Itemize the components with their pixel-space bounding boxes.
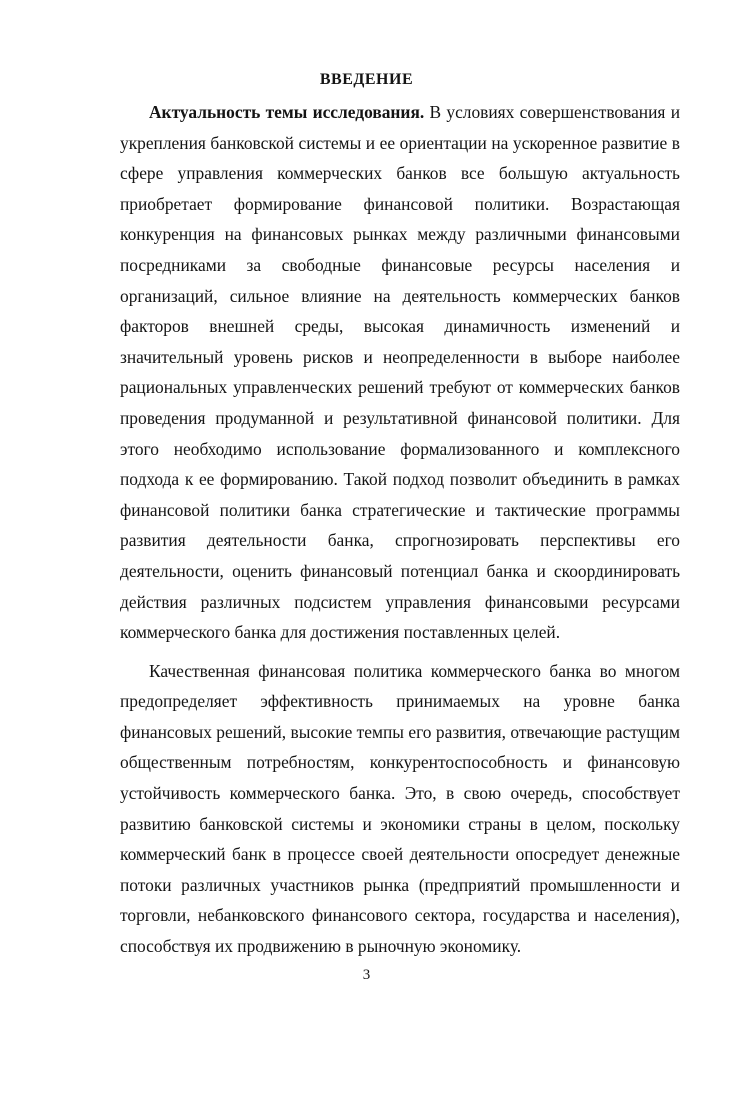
body-text bbox=[120, 97, 680, 962]
paragraph-relevance bbox=[120, 97, 680, 648]
section-heading: ВВЕДЕНИЕ bbox=[319, 71, 414, 88]
page-number: 3 bbox=[362, 967, 371, 983]
paragraph-relevance-text: В условиях совершенствования и укрепления банковской системы и ее ориентации на ускоренное развитие в сфере управления коммерческих банков все большую актуальность приобретает формирование финансовой политики. Возрастающая конкуренция на финансовых рынках между различными финансовыми посредниками за свободные финансовые ресурсы населения и организаций, сильное влияние на деятельность коммерческих банков факторов внешней среды, высокая динамичность изменений и значительный уровень рисков и неопределенности в выборе наиболее рациональных управленческих решений требуют от коммерческих банков проведения продуманной и результативной финансовой политики. Для этого необходимо использование формализованного и комплексного подхода к ее формированию. Такой подход позволит объединить в рамках финансовой политики банка стратегические и тактические программы развития деятельности банка, спрогнозировать перспективы его деятельности, оценить финансовый потенциал банка и скоординировать действия различных подсистем управления финансовыми ресурсами коммерческого банка для достижения поставленных целей. bbox=[120, 102, 680, 643]
paragraph-lead: Актуальность темы исследования. bbox=[149, 102, 425, 122]
paragraph-financial-policy: Качественная финансовая политика коммерческого банка во многом предопределяет эффективность принимаемых на уровне банка финансовых решений, высокие темпы его развития, отвечающие растущим общественным потребностям, конкурентоспособность и финансовую устойчивость коммерческого банка. Это, в свою очередь, способствует развитию банковской системы и экономики страны в целом, поскольку коммерческий банк в процессе своей деятельности опосредует денежные потоки различных участников рынка (предприятий промышленности и торговли, небанковского финансового сектора, государства и населения), способствуя их продвижению в рыночную экономику. bbox=[120, 660, 680, 957]
